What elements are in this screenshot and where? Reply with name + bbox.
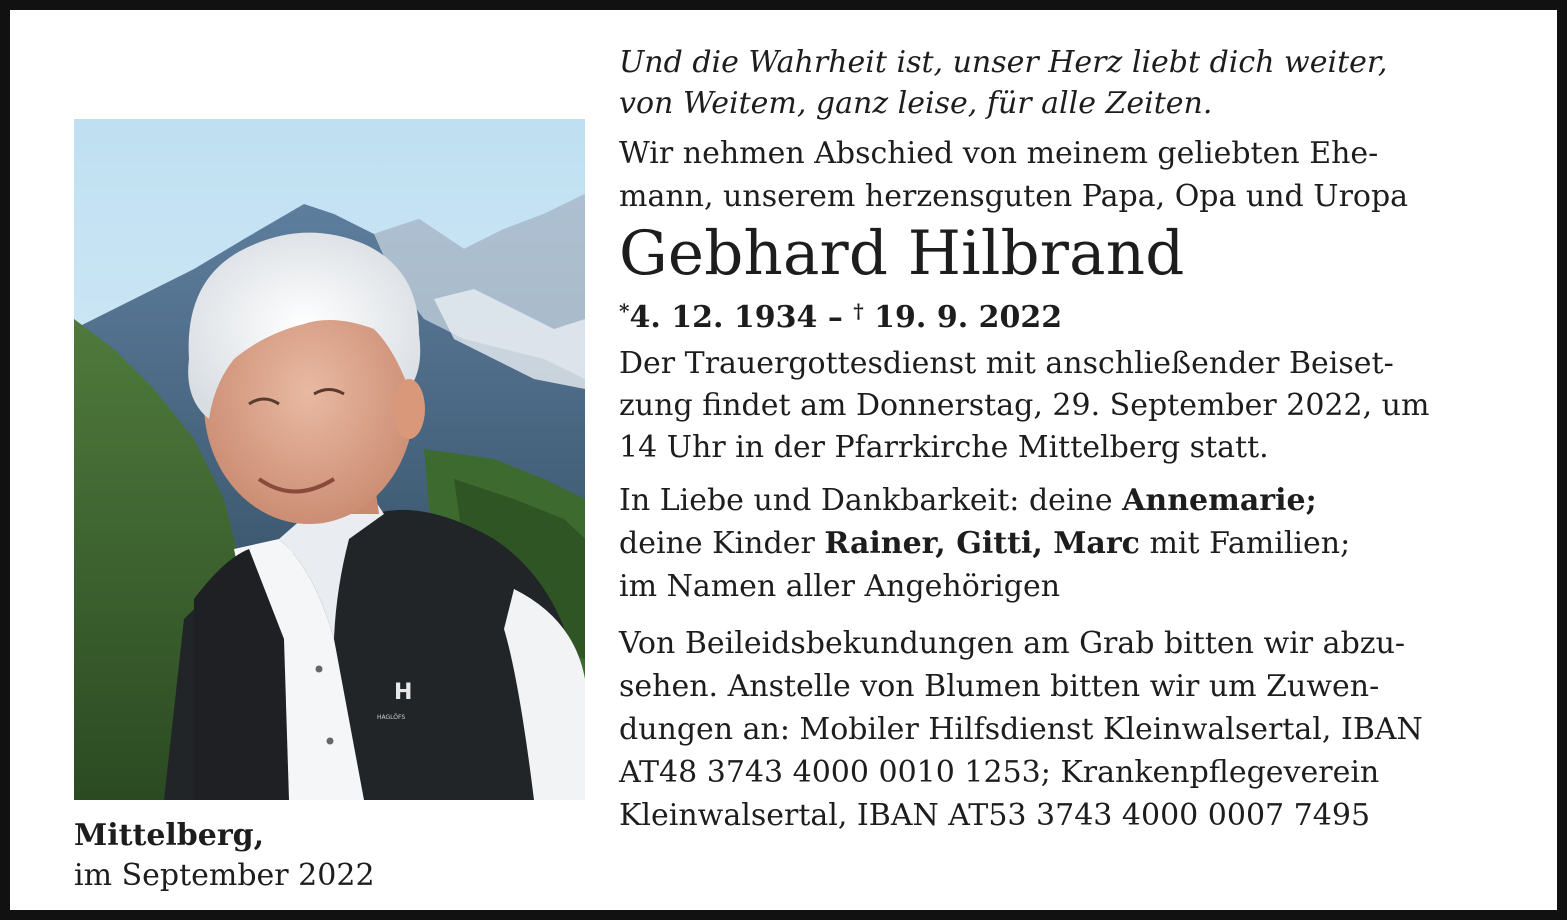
quote-line-1: Und die Wahrheit ist, unser Herz liebt dich weiter, xyxy=(619,45,1388,80)
place-date: im September 2022 xyxy=(74,858,375,893)
donation-line-4: AT48 3743 4000 0010 1253; Krankenpflegeverein xyxy=(619,755,1380,790)
death-mark: † xyxy=(853,299,864,323)
jacket-logo: H xyxy=(394,680,413,705)
donation-line-2: sehen. Anstelle von Blumen bitten wir um Zuwen- xyxy=(619,669,1380,704)
family-line-2-prefix: deine Kinder xyxy=(619,526,825,561)
service-line-2: zung findet am Donnerstag, 29. September 2022, um xyxy=(619,388,1430,423)
place-city: Mittelberg, xyxy=(74,818,265,853)
birth-date: 4. 12. 1934 xyxy=(629,300,818,335)
service-paragraph xyxy=(619,343,1509,469)
death-date: 19. 9. 2022 xyxy=(863,300,1063,335)
life-dates xyxy=(619,290,1509,339)
donation-line-1: Von Beileidsbekundungen am Grab bitten wir abzu- xyxy=(619,626,1406,661)
date-separator: – xyxy=(817,300,854,335)
portrait-photo xyxy=(74,119,585,800)
quote-line-2: von Weitem, ganz leise, für alle Zeiten. xyxy=(619,86,1213,121)
service-line-3: 14 Uhr in der Pfarrkirche Mittelberg statt. xyxy=(619,430,1269,465)
donation-paragraph xyxy=(619,622,1509,837)
family-line-2-suffix: mit Familien; xyxy=(1139,526,1351,561)
family-line-3: im Namen aller Angehörigen xyxy=(619,569,1061,604)
obituary-text xyxy=(619,42,1509,837)
family-paragraph xyxy=(619,479,1509,608)
intro-paragraph xyxy=(619,132,1509,218)
deceased-name: Gebhard Hilbrand xyxy=(619,218,1185,289)
intro-line-1: Wir nehmen Abschied von meinem geliebten Ehe- xyxy=(619,136,1379,171)
jacket-brand: HAGLÖFS xyxy=(377,714,406,721)
donation-line-3: dungen an: Mobiler Hilfsdienst Kleinwalsertal, IBAN xyxy=(619,712,1423,747)
place-and-date xyxy=(74,816,584,896)
service-line-1: Der Trauergottesdienst mit anschließender Beiset- xyxy=(619,346,1394,381)
children-names: Rainer, Gitti, Marc xyxy=(824,526,1140,561)
family-line-1-prefix: In Liebe und Dankbarkeit: deine xyxy=(619,483,1123,518)
donation-line-5: Kleinwalsertal, IBAN AT53 3743 4000 0007 7495 xyxy=(619,798,1371,833)
family-line-2 xyxy=(619,522,1509,565)
birth-mark: * xyxy=(619,299,630,323)
spouse-name: Annemarie; xyxy=(1122,483,1317,518)
portrait-illustration xyxy=(74,119,585,800)
family-line-1 xyxy=(619,479,1509,522)
intro-line-2: mann, unserem herzensguten Papa, Opa und Uropa xyxy=(619,179,1409,214)
